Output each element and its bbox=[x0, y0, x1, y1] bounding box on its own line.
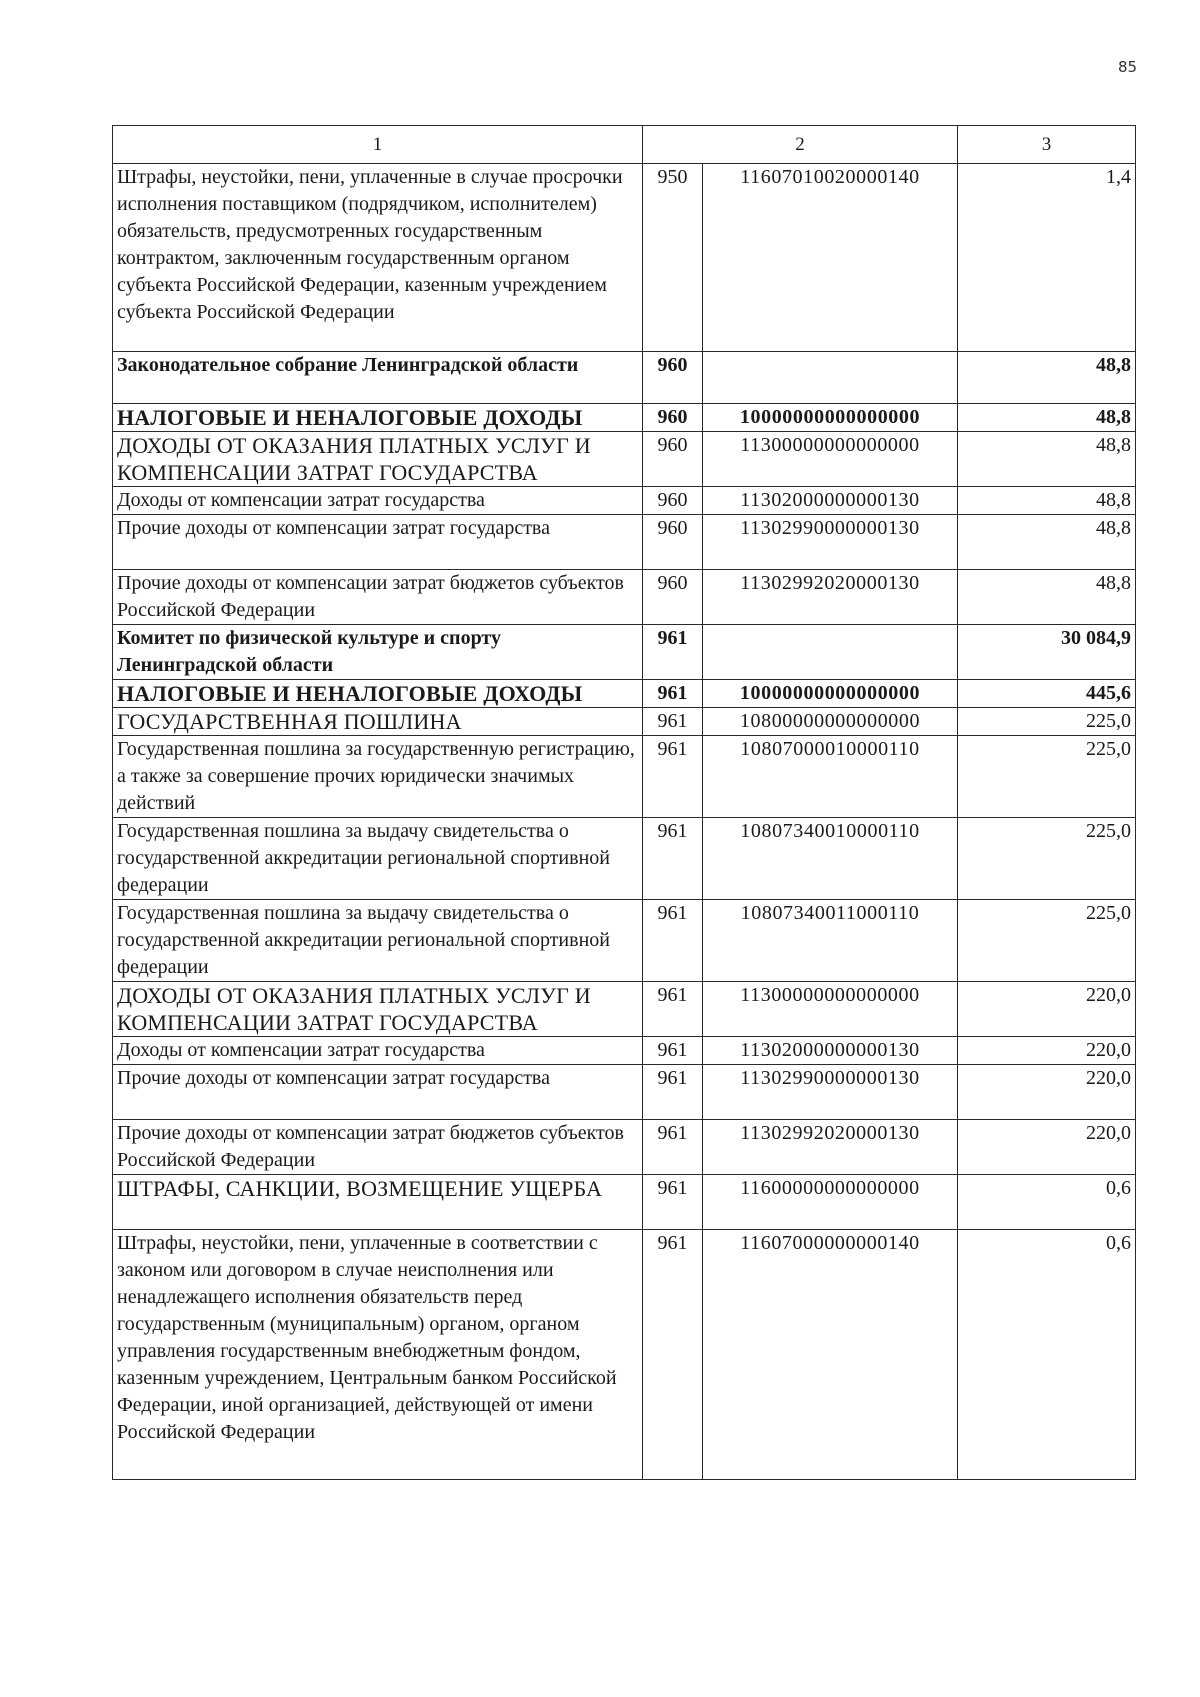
row-budget-code-cell: 11302000000000130 bbox=[703, 1037, 958, 1065]
row-amount-cell: 225,0 bbox=[958, 708, 1136, 736]
row-name-cell: Прочие доходы от компенсации затрат бюджетов субъектов Российской Федерации bbox=[113, 1120, 643, 1175]
row-name-cell: Государственная пошлина за выдачу свидетельства о государственной аккредитации региональной спортивной федерации bbox=[113, 818, 643, 900]
row-admin-code-cell: 961 bbox=[643, 1230, 703, 1480]
table-row bbox=[113, 1065, 1136, 1120]
row-name-cell: ГОСУДАРСТВЕННАЯ ПОШЛИНА bbox=[113, 708, 643, 736]
row-name-cell: Прочие доходы от компенсации затрат государства bbox=[113, 1065, 643, 1120]
row-amount-cell: 220,0 bbox=[958, 1065, 1136, 1120]
row-amount-cell: 48,8 bbox=[958, 570, 1136, 625]
table-row bbox=[113, 1037, 1136, 1065]
row-admin-code-cell: 961 bbox=[643, 625, 703, 680]
row-name-cell: Прочие доходы от компенсации затрат государства bbox=[113, 515, 643, 570]
row-amount-cell: 0,6 bbox=[958, 1175, 1136, 1230]
row-admin-code-cell: 961 bbox=[643, 736, 703, 818]
row-admin-code-cell: 961 bbox=[643, 708, 703, 736]
row-budget-code-cell bbox=[703, 625, 958, 680]
table-row bbox=[113, 680, 1136, 708]
row-admin-code-cell: 961 bbox=[643, 1175, 703, 1230]
row-name-cell: НАЛОГОВЫЕ И НЕНАЛОГОВЫЕ ДОХОДЫ bbox=[113, 404, 643, 432]
row-name-cell: ДОХОДЫ ОТ ОКАЗАНИЯ ПЛАТНЫХ УСЛУГ И КОМПЕНСАЦИИ ЗАТРАТ ГОСУДАРСТВА bbox=[113, 982, 643, 1037]
row-amount-cell: 48,8 bbox=[958, 432, 1136, 487]
row-name-cell: ШТРАФЫ, САНКЦИИ, ВОЗМЕЩЕНИЕ УЩЕРБА bbox=[113, 1175, 643, 1230]
row-budget-code-cell: 10800000000000000 bbox=[703, 708, 958, 736]
row-name-cell: Законодательное собрание Ленинградской области bbox=[113, 352, 643, 404]
row-admin-code-cell: 950 bbox=[643, 164, 703, 352]
row-name-cell: НАЛОГОВЫЕ И НЕНАЛОГОВЫЕ ДОХОДЫ bbox=[113, 680, 643, 708]
revenue-table bbox=[112, 125, 1136, 1480]
table-row bbox=[113, 352, 1136, 404]
row-budget-code-cell: 11302000000000130 bbox=[703, 487, 958, 515]
table-row bbox=[113, 818, 1136, 900]
header-col-3: 3 bbox=[958, 126, 1136, 164]
header-col-2: 2 bbox=[643, 126, 958, 164]
row-budget-code-cell: 10000000000000000 bbox=[703, 680, 958, 708]
row-amount-cell: 48,8 bbox=[958, 404, 1136, 432]
table-row bbox=[113, 1175, 1136, 1230]
row-budget-code-cell: 11300000000000000 bbox=[703, 982, 958, 1037]
row-name-cell: Государственная пошлина за государственную регистрацию, а также за совершение прочих юридически значимых действий bbox=[113, 736, 643, 818]
row-name-cell: Комитет по физической культуре и спорту Ленинградской области bbox=[113, 625, 643, 680]
table-row bbox=[113, 625, 1136, 680]
row-budget-code-cell: 11600000000000000 bbox=[703, 1175, 958, 1230]
table-row bbox=[113, 432, 1136, 487]
row-amount-cell: 0,6 bbox=[958, 1230, 1136, 1480]
row-budget-code-cell: 10807340010000110 bbox=[703, 818, 958, 900]
table-row bbox=[113, 404, 1136, 432]
table-row bbox=[113, 1120, 1136, 1175]
row-budget-code-cell: 11300000000000000 bbox=[703, 432, 958, 487]
row-amount-cell: 220,0 bbox=[958, 982, 1136, 1037]
row-budget-code-cell: 11607010020000140 bbox=[703, 164, 958, 352]
table-row bbox=[113, 982, 1136, 1037]
table-row bbox=[113, 736, 1136, 818]
row-admin-code-cell: 961 bbox=[643, 818, 703, 900]
row-amount-cell: 225,0 bbox=[958, 900, 1136, 982]
row-amount-cell: 220,0 bbox=[958, 1120, 1136, 1175]
table-row bbox=[113, 1230, 1136, 1480]
table-row bbox=[113, 164, 1136, 352]
row-admin-code-cell: 960 bbox=[643, 570, 703, 625]
table-row bbox=[113, 515, 1136, 570]
row-budget-code-cell bbox=[703, 352, 958, 404]
row-amount-cell: 225,0 bbox=[958, 736, 1136, 818]
row-admin-code-cell: 960 bbox=[643, 487, 703, 515]
row-amount-cell: 30 084,9 bbox=[958, 625, 1136, 680]
row-amount-cell: 1,4 bbox=[958, 164, 1136, 352]
row-budget-code-cell: 11302992020000130 bbox=[703, 570, 958, 625]
row-admin-code-cell: 960 bbox=[643, 432, 703, 487]
row-admin-code-cell: 961 bbox=[643, 900, 703, 982]
row-budget-code-cell: 11607000000000140 bbox=[703, 1230, 958, 1480]
header-col-1: 1 bbox=[113, 126, 643, 164]
row-admin-code-cell: 961 bbox=[643, 1120, 703, 1175]
row-admin-code-cell: 960 bbox=[643, 352, 703, 404]
row-budget-code-cell: 10807340011000110 bbox=[703, 900, 958, 982]
row-budget-code-cell: 10000000000000000 bbox=[703, 404, 958, 432]
row-name-cell: Доходы от компенсации затрат государства bbox=[113, 487, 643, 515]
row-name-cell: Штрафы, неустойки, пени, уплаченные в случае просрочки исполнения поставщиком (подрядчиком, исполнителем) обязательств, предусмотренных государственным контрактом, заключенным государственным органом субъекта Российской Федерации, казенным учреждением субъекта Российской Федерации bbox=[113, 164, 643, 352]
row-amount-cell: 225,0 bbox=[958, 818, 1136, 900]
row-admin-code-cell: 961 bbox=[643, 982, 703, 1037]
row-admin-code-cell: 961 bbox=[643, 1037, 703, 1065]
row-budget-code-cell: 10807000010000110 bbox=[703, 736, 958, 818]
table-row bbox=[113, 487, 1136, 515]
row-admin-code-cell: 960 bbox=[643, 404, 703, 432]
row-admin-code-cell: 961 bbox=[643, 1065, 703, 1120]
table-row bbox=[113, 900, 1136, 982]
row-admin-code-cell: 960 bbox=[643, 515, 703, 570]
row-amount-cell: 220,0 bbox=[958, 1037, 1136, 1065]
row-amount-cell: 48,8 bbox=[958, 487, 1136, 515]
row-name-cell: Прочие доходы от компенсации затрат бюджетов субъектов Российской Федерации bbox=[113, 570, 643, 625]
row-budget-code-cell: 11302990000000130 bbox=[703, 515, 958, 570]
row-budget-code-cell: 11302990000000130 bbox=[703, 1065, 958, 1120]
row-admin-code-cell: 961 bbox=[643, 680, 703, 708]
row-name-cell: Государственная пошлина за выдачу свидетельства о государственной аккредитации региональной спортивной федерации bbox=[113, 900, 643, 982]
row-amount-cell: 445,6 bbox=[958, 680, 1136, 708]
row-name-cell: Штрафы, неустойки, пени, уплаченные в соответствии с законом или договором в случае неисполнения или ненадлежащего исполнения обязательств перед государственным (муниципальным) органом, органом управления государственным внебюджетным фондом, казенным учреждением, Центральным банком Российской Федерации, иной организацией, действующей от имени Российской Федерации bbox=[113, 1230, 643, 1480]
row-budget-code-cell: 11302992020000130 bbox=[703, 1120, 958, 1175]
table-row bbox=[113, 570, 1136, 625]
row-name-cell: ДОХОДЫ ОТ ОКАЗАНИЯ ПЛАТНЫХ УСЛУГ И КОМПЕНСАЦИИ ЗАТРАТ ГОСУДАРСТВА bbox=[113, 432, 643, 487]
row-name-cell: Доходы от компенсации затрат государства bbox=[113, 1037, 643, 1065]
row-amount-cell: 48,8 bbox=[958, 352, 1136, 404]
page-number: 85 bbox=[1118, 58, 1138, 76]
row-amount-cell: 48,8 bbox=[958, 515, 1136, 570]
table-header-row bbox=[113, 126, 1136, 164]
table-row bbox=[113, 708, 1136, 736]
